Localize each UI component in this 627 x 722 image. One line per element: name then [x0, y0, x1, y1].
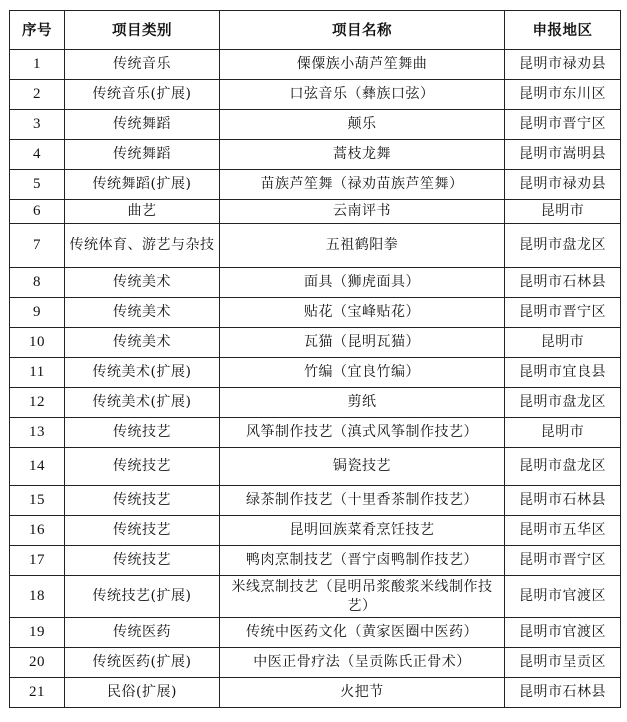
cell-region: 昆明市官渡区: [505, 576, 621, 618]
cell-project-name: 昆明回族菜肴烹饪技艺: [220, 516, 505, 546]
cell-project-category: 传统音乐(扩展): [65, 80, 220, 110]
header-project-name: 项目名称: [220, 11, 505, 50]
cell-project-name: 传统中医药文化（黄家医圈中医药）: [220, 618, 505, 648]
cell-region: 昆明市盘龙区: [505, 448, 621, 486]
heritage-project-table: [9, 10, 621, 708]
cell-project-category: 传统医药: [65, 618, 220, 648]
cell-project-name: 面具（狮虎面具）: [220, 268, 505, 298]
table-row: [10, 516, 621, 546]
cell-region: 昆明市嵩明县: [505, 140, 621, 170]
cell-project-name: 剪纸: [220, 388, 505, 418]
cell-serial-number: 4: [10, 140, 65, 170]
cell-project-name: 颠乐: [220, 110, 505, 140]
cell-project-name: 风筝制作技艺（滇式风筝制作技艺）: [220, 418, 505, 448]
cell-project-name: 火把节: [220, 678, 505, 708]
table-row: [10, 388, 621, 418]
header-serial-number: 序号: [10, 11, 65, 50]
cell-project-category: 传统美术(扩展): [65, 358, 220, 388]
cell-project-name: 锔瓷技艺: [220, 448, 505, 486]
cell-region: 昆明市石林县: [505, 268, 621, 298]
table-row: [10, 80, 621, 110]
cell-project-category: 传统舞蹈: [65, 110, 220, 140]
cell-region: 昆明市石林县: [505, 678, 621, 708]
cell-region: 昆明市: [505, 200, 621, 224]
table-row: [10, 200, 621, 224]
table-row: [10, 170, 621, 200]
table-body: [10, 50, 621, 708]
cell-serial-number: 8: [10, 268, 65, 298]
table-row: [10, 298, 621, 328]
table-row: [10, 328, 621, 358]
cell-region: 昆明市: [505, 418, 621, 448]
cell-project-name: 蒿枝龙舞: [220, 140, 505, 170]
cell-project-name: 苗族芦笙舞（禄劝苗族芦笙舞）: [220, 170, 505, 200]
cell-serial-number: 18: [10, 576, 65, 618]
cell-serial-number: 1: [10, 50, 65, 80]
cell-region: 昆明市官渡区: [505, 618, 621, 648]
cell-serial-number: 10: [10, 328, 65, 358]
cell-serial-number: 12: [10, 388, 65, 418]
table-row: [10, 576, 621, 618]
cell-project-name: 云南评书: [220, 200, 505, 224]
cell-region: 昆明市晋宁区: [505, 546, 621, 576]
cell-region: 昆明市禄劝县: [505, 170, 621, 200]
cell-project-category: 传统美术: [65, 328, 220, 358]
cell-project-category: 传统体育、游艺与杂技: [65, 224, 220, 268]
table-header-row: [10, 11, 621, 50]
table-row: [10, 358, 621, 388]
cell-project-category: 传统技艺: [65, 486, 220, 516]
cell-project-category: 传统技艺(扩展): [65, 576, 220, 618]
cell-region: 昆明市五华区: [505, 516, 621, 546]
table-row: [10, 268, 621, 298]
cell-region: 昆明市宜良县: [505, 358, 621, 388]
cell-project-name: 鸭肉烹制技艺（晋宁卤鸭制作技艺）: [220, 546, 505, 576]
table-row: [10, 618, 621, 648]
cell-region: 昆明市禄劝县: [505, 50, 621, 80]
cell-project-category: 传统技艺: [65, 516, 220, 546]
cell-project-name: 贴花（宝峰贴花）: [220, 298, 505, 328]
header-project-category: 项目类别: [65, 11, 220, 50]
cell-project-name: 绿茶制作技艺（十里香茶制作技艺）: [220, 486, 505, 516]
cell-serial-number: 14: [10, 448, 65, 486]
cell-project-category: 传统美术: [65, 298, 220, 328]
table-row: [10, 486, 621, 516]
table-row: [10, 140, 621, 170]
cell-project-category: 传统美术: [65, 268, 220, 298]
table-row: [10, 678, 621, 708]
cell-serial-number: 2: [10, 80, 65, 110]
cell-serial-number: 6: [10, 200, 65, 224]
table-row: [10, 418, 621, 448]
cell-project-category: 传统医药(扩展): [65, 648, 220, 678]
table-row: [10, 110, 621, 140]
cell-serial-number: 21: [10, 678, 65, 708]
cell-serial-number: 5: [10, 170, 65, 200]
cell-region: 昆明市晋宁区: [505, 110, 621, 140]
cell-project-category: 传统技艺: [65, 546, 220, 576]
cell-serial-number: 11: [10, 358, 65, 388]
cell-project-category: 传统技艺: [65, 448, 220, 486]
cell-project-name: 瓦猫（昆明瓦猫）: [220, 328, 505, 358]
cell-serial-number: 16: [10, 516, 65, 546]
cell-region: 昆明市: [505, 328, 621, 358]
cell-serial-number: 7: [10, 224, 65, 268]
header-region: 申报地区: [505, 11, 621, 50]
cell-project-category: 传统舞蹈(扩展): [65, 170, 220, 200]
cell-project-category: 民俗(扩展): [65, 678, 220, 708]
cell-project-name: 口弦音乐（彝族口弦）: [220, 80, 505, 110]
table-row: [10, 546, 621, 576]
cell-project-category: 传统音乐: [65, 50, 220, 80]
cell-project-name: 竹编（宜良竹编）: [220, 358, 505, 388]
cell-project-name: 傈僳族小葫芦笙舞曲: [220, 50, 505, 80]
cell-region: 昆明市呈贡区: [505, 648, 621, 678]
cell-project-category: 曲艺: [65, 200, 220, 224]
cell-serial-number: 13: [10, 418, 65, 448]
cell-project-category: 传统技艺: [65, 418, 220, 448]
cell-region: 昆明市东川区: [505, 80, 621, 110]
cell-serial-number: 19: [10, 618, 65, 648]
table-row: [10, 648, 621, 678]
cell-serial-number: 9: [10, 298, 65, 328]
cell-region: 昆明市晋宁区: [505, 298, 621, 328]
cell-region: 昆明市盘龙区: [505, 388, 621, 418]
cell-serial-number: 15: [10, 486, 65, 516]
cell-project-name: 米线烹制技艺（昆明吊浆酸浆米线制作技艺）: [220, 576, 505, 618]
table-row: [10, 448, 621, 486]
cell-project-name: 五祖鹤阳拳: [220, 224, 505, 268]
cell-project-name: 中医正骨疗法（呈贡陈氏正骨术）: [220, 648, 505, 678]
cell-project-category: 传统舞蹈: [65, 140, 220, 170]
cell-project-category: 传统美术(扩展): [65, 388, 220, 418]
table-row: [10, 50, 621, 80]
cell-serial-number: 3: [10, 110, 65, 140]
cell-serial-number: 17: [10, 546, 65, 576]
cell-region: 昆明市盘龙区: [505, 224, 621, 268]
cell-serial-number: 20: [10, 648, 65, 678]
table-row: [10, 224, 621, 268]
cell-region: 昆明市石林县: [505, 486, 621, 516]
